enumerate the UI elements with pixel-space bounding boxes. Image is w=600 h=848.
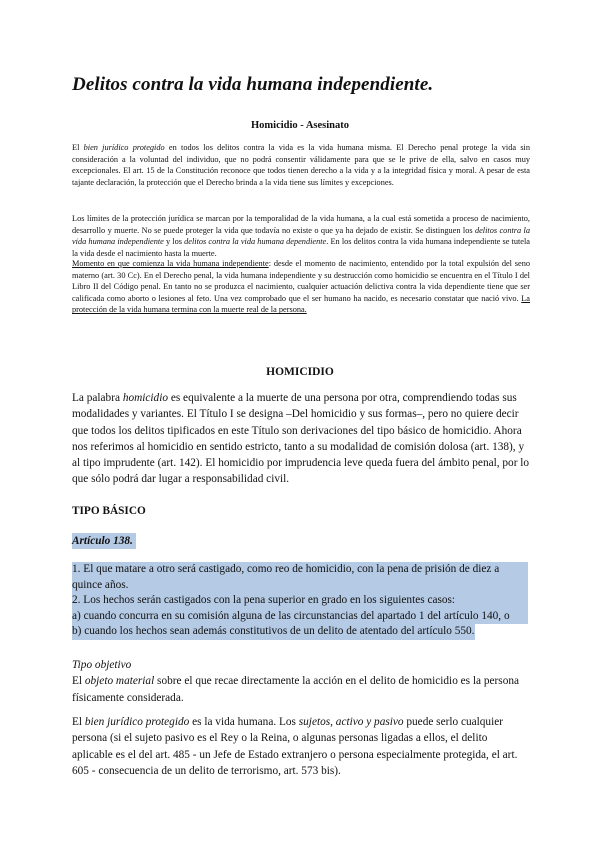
- intro-paragraph-1: El bien jurídico protegido en todos los delitos contra la vida es la vida humana misma. El Derecho penal protege la vida sin consideración a la voluntad del individuo, que no podrá consentir válidamente para que se le prive de ella, salvo en casos muy excepcionales. El art. 15 de la Constitución reconoce que todos tienen derecho a la vida y a la integridad física y moral. A pesar de esta tajante declaración, la protección que el Derecho brinda a la vida tiene sus límites y excepciones.: [72, 143, 531, 187]
- intro-paragraph-2: Los límites de la protección jurídica se marcan por la temporalidad de la vida humana, a la cual está sometida a proceso de nacimiento, desarrollo y muerte. No se puede proteger la vida que todavía no existe o que ya ha dejado de existir. Se distinguen los delitos contra la vida humana independiente y los delitos contra la vida humana dependiente. En los delitos contra la vida humana independiente se tutela la vida desde el nacimiento hasta la muerte.: [72, 214, 530, 258]
- articulo-line-3: a) cuando concurra en su comisión alguna de las circunstancias del apartado 1 del artículo 140, o: [72, 609, 528, 625]
- homicidio-paragraph: La palabra homicidio es equivalente a la muerte de una persona por otra, comprendiendo todas sus modalidades y variantes. El Título I se designa –Del homicidio y sus formas–, pero no quiere decir que todos los delitos tipificados en este Título son derivaciones del tipo básico de homicidio. Ahora nos referimos al homicidio en sentido estricto, tanto a su modalidad de comisión dolosa (art. 138), y al tipo imprudente (art. 142). El homicidio por imprudencia leve queda fuera del ámbito penal, por lo que sólo podrá dar lugar a responsabilidad civil.: [72, 392, 530, 486]
- tipo-basico-heading: TIPO BÁSICO: [72, 505, 146, 517]
- articulo-line-4: b) cuando los hechos sean además constitutivos de un delito de atentado del artículo 550.: [72, 624, 475, 640]
- section-heading-homicidio: HOMICIDIO: [266, 366, 334, 378]
- intro-paragraph-3: Momento en que comienza la vida humana independiente: desde el momento de nacimiento, entendido por la total expulsión del seno materno (art. 30 Cc). En el Derecho penal, la vida humana independiente y su destrucción como homicidio se encuentra en el Título I del Libro II del Código penal. En tanto no se produzca el nacimiento, cualquier actuación delictiva contra la vida dependiente tiene que ser calificada como aborto o lesiones al feto. Una vez comprobado que el ser humano ha nacido, es necesario constatar que nació vivo. La protección de la vida humana termina con la muerte real de la persona.: [72, 259, 530, 315]
- articulo-title: Artículo 138.: [72, 533, 136, 549]
- document-title: Delitos contra la vida humana independiente.: [72, 74, 434, 95]
- articulo-body: [72, 562, 528, 640]
- tipo-objetivo-label: Tipo objetivo: [72, 659, 132, 671]
- tipo-objetivo-paragraph: Tipo objetivo El objeto material sobre el que recae directamente la acción en el delito de homicidio es la persona físicamente considerada.: [72, 659, 520, 704]
- articulo-line-1: 1. El que matare a otro será castigado, como reo de homicidio, con la pena de prisión de diez a quince años.: [72, 562, 528, 593]
- document-subtitle: Homicidio - Asesinato: [250, 120, 349, 131]
- articulo-line-2: 2. Los hechos serán castigados con la pena superior en grado en los siguientes casos:: [72, 593, 528, 609]
- bien-juridico-paragraph: El bien jurídico protegido es la vida humana. Los sujetos, activo y pasivo puede serlo cualquier persona (si el sujeto pasivo es el Rey o la Reina, o algunas personas ligadas a ellos, el delito aplicable es el del art. 485 - un Jefe de Estado extranjero o persona especialmente protegida, el art. 605 - consecuencia de un delito de terrorismo, art. 573 bis).: [72, 716, 518, 777]
